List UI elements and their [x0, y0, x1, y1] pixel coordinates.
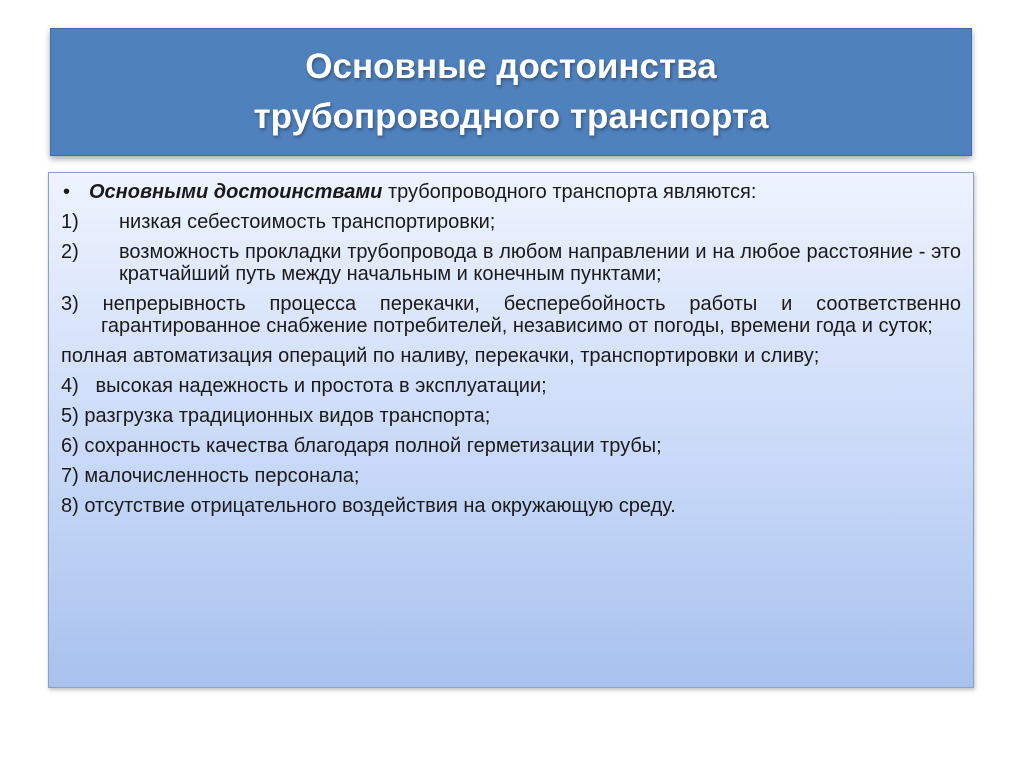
list-text-1: низкая себестоимость транспортировки;: [119, 211, 496, 233]
list-item-automation: полная автоматизация операций по наливу, перекачки, транспортировки и сливу;: [61, 345, 820, 367]
list-item-3: 3) непрерывность процесса перекачки, бесперебойность работы и соответственно гарантированное снабжение потребителей, независимо от погоды, времени года и суток;: [61, 293, 961, 337]
list-item-7: 7) малочисленность персонала;: [61, 465, 360, 487]
bullet-marker: •: [63, 181, 71, 203]
title-banner: [50, 28, 972, 156]
slide-title-line-1: Основные достоинства: [305, 47, 717, 86]
list-item-5: 5) разгрузка традиционных видов транспорта;: [61, 405, 491, 427]
list-marker-1: 1): [61, 211, 79, 233]
list-item-1: [61, 211, 961, 233]
list-text-2: возможность прокладки трубопровода в любом направлении и на любое расстояние - это кратчайший путь между начальным и конечным пунктами;: [119, 241, 961, 285]
list-item-2: [61, 241, 961, 285]
list-item-8: 8) отсутствие отрицательного воздействия на окружающую среду.: [61, 495, 676, 517]
content-panel: [48, 172, 974, 688]
intro-rest: трубопроводного транспорта являются:: [382, 181, 757, 203]
list-item-6: 6) сохранность качества благодаря полной герметизации трубы;: [61, 435, 662, 457]
list-item-4: 4) высокая надежность и простота в эксплуатации;: [61, 375, 547, 397]
intro-line: [61, 181, 961, 203]
intro-emphasis: Основными достоинствами: [89, 181, 383, 203]
list-marker-2: 2): [61, 241, 79, 263]
slide-title-line-2: трубопроводного транспорта: [253, 97, 769, 136]
